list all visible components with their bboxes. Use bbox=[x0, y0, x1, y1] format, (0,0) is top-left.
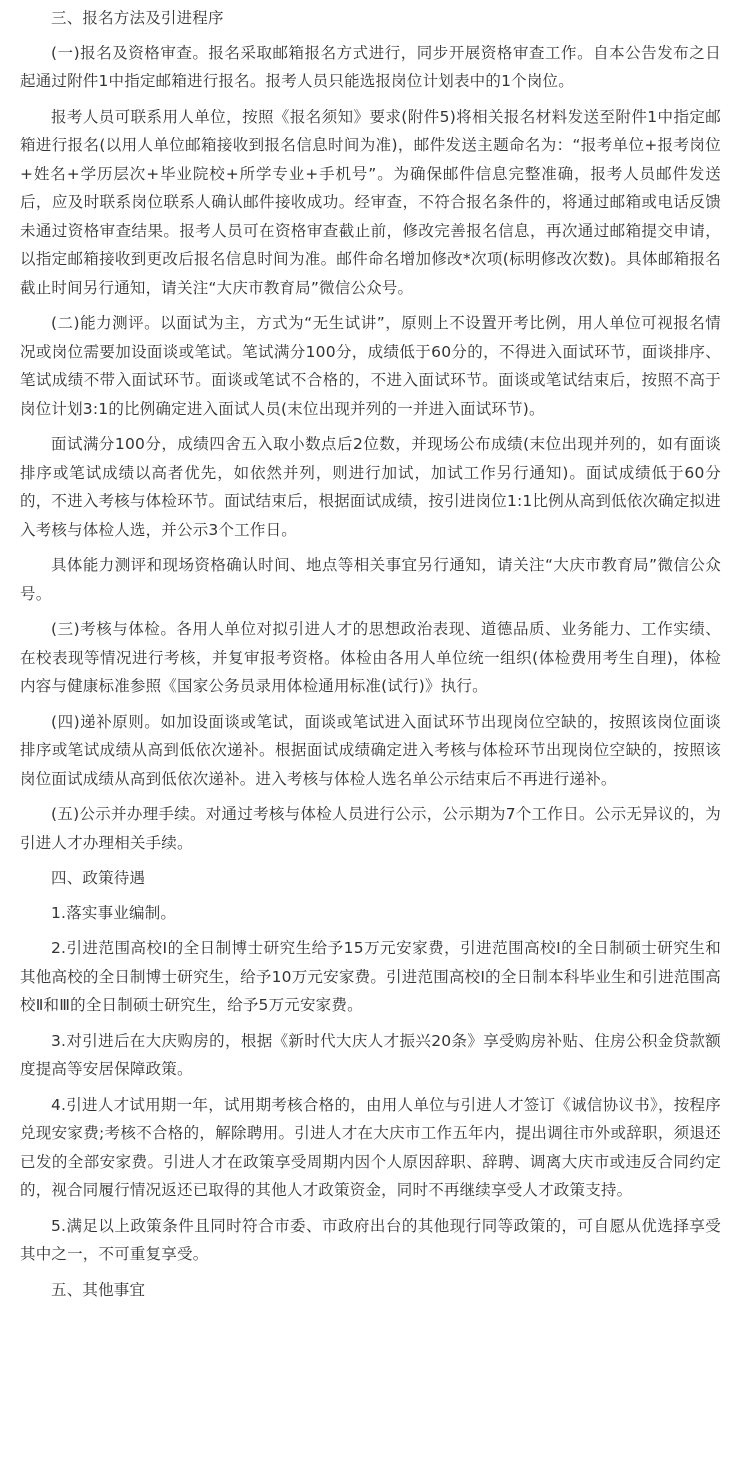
policy-item-3: 3.对引进后在大庆购房的，根据《新时代大庆人才振兴20条》享受购房补贴、住房公积金贷款额度提高等安居保障政策。 bbox=[20, 1031, 721, 1078]
policy-item-5: 5.满足以上政策条件且同时符合市委、市政府出台的其他现行同等政策的，可自愿从优选择享受其中之一，不可重复享受。 bbox=[20, 1216, 721, 1263]
paragraph-assessment-notice: 具体能力测评和现场资格确认时间、地点等相关事宜另行通知，请关注“大庆市教育局”微信公众号。 bbox=[20, 556, 721, 603]
policy-item-1: 1.落实事业编制。 bbox=[51, 903, 177, 922]
section-heading-policy: 四、政策待遇 bbox=[51, 869, 146, 887]
paragraph-interview-scoring: 面试满分100分，成绩四舍五入取小数点后2位数，并现场公布成绩(末位出现并列的，如有面谈排序或笔试成绩以高者优先，如依然并列，则进行加试，加试工作另行通知)。面试成绩低于60分的，不进入考核与体检环节。面试结束后，根据面试成绩，按引进岗位1:1比例从高到低依次确定拟进入考核与体检人选，并公示3个工作日。 bbox=[20, 435, 721, 539]
paragraph-inspection-checkup: (三)考核与体检。各用人单位对拟引进人才的思想政治表现、道德品质、业务能力、工作实绩、在校表现等情况进行考核，并复审报考资格。体检由各用人单位统一组织(体检费用考生自理)，体检内容与健康标准参照《国家公务员录用体检通用标准(试行)》执行。 bbox=[20, 620, 721, 695]
policy-item-2: 2.引进范围高校Ⅰ的全日制博士研究生给予15万元安家费，引进范围高校Ⅰ的全日制硕士研究生和其他高校的全日制博士研究生，给予10万元安家费。引进范围高校Ⅰ的全日制本科毕业生和引进范围高校Ⅱ和Ⅲ的全日制硕士研究生，给予5万元安家费。 bbox=[20, 939, 721, 1014]
paragraph-registration-review: (一)报名及资格审查。报名采取邮箱报名方式进行，同步开展资格审查工作。自本公告发布之日起通过附件1中指定邮箱进行报名。报考人员只能选报岗位计划表中的1个岗位。 bbox=[20, 43, 721, 90]
section-heading-registration: 三、报名方法及引进程序 bbox=[51, 9, 224, 27]
section-heading-other: 五、其他事宜 bbox=[51, 1280, 146, 1299]
paragraph-replacement-rule: (四)递补原则。如加设面谈或笔试，面谈或笔试进入面试环节出现岗位空缺的，按照该岗位面谈排序或笔试成绩从高到低依次递补。根据面试成绩确定进入考核与体检环节出现岗位空缺的，按照该岗位面试成绩从高到低依次递补。进入考核与体检人选名单公示结束后不再进行递补。 bbox=[20, 712, 721, 788]
paragraph-email-submission: 报考人员可联系用人单位，按照《报名须知》要求(附件5)将相关报名材料发送至附件1中指定邮箱进行报名(以用人单位邮箱接收到报名信息时间为准)，邮件发送主题命名为：“报考单位+报考岗位+姓名+学历层次+毕业院校+所学专业+手机号”。为确保邮件信息完整准确，报考人员邮件发送后，应及时联系岗位联系人确认邮件接收成功。经审查，不符合报名条件的，将通过邮箱或电话反馈未通过资格审查结果。报考人员可在资格审查截止前，修改完善报名信息，再次通过邮箱提交申请，以指定邮箱接收到更改后报名信息时间为准。邮件命名增加修改*次项(标明修改次数)。具体邮箱报名截止时间另行通知，请关注“大庆市教育局”微信公众号。 bbox=[20, 107, 721, 297]
paragraph-public-notice: (五)公示并办理手续。对通过考核与体检人员进行公示，公示期为7个工作日。公示无异议的，为引进人才办理相关手续。 bbox=[20, 805, 721, 852]
paragraph-ability-assessment: (二)能力测评。以面试为主，方式为“无生试讲”，原则上不设置开考比例，用人单位可视报名情况或岗位需要加设面谈或笔试。笔试满分100分，成绩低于60分的，不得进入面试环节，面谈排序、笔试成绩不带入面试环节。面谈或笔试不合格的，不进入面试环节。面谈或笔试结束后，按照不高于岗位计划3:1的比例确定进入面试人员(末位出现并列的一并进入面试环节)。 bbox=[20, 314, 721, 418]
policy-item-4: 4.引进人才试用期一年，试用期考核合格的，由用人单位与引进人才签订《诚信协议书》，按程序兑现安家费;考核不合格的，解除聘用。引进人才在大庆市工作五年内，提出调往市外或辞职，须退还已发的全部安家费。引进人才在政策享受周期内因个人原因辞职、辞聘、调离大庆市或违反合同约定的，视合同履行情况返还已取得的其他人才政策资金，同时不再继续享受人才政策支持。 bbox=[20, 1095, 721, 1199]
